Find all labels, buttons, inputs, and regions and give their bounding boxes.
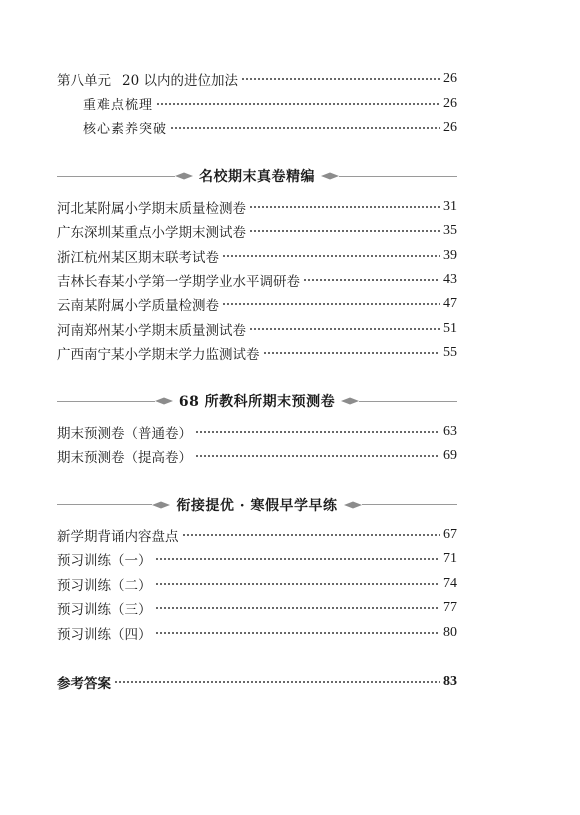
dot-leader: [195, 430, 440, 434]
diamond-ornament-left: [175, 172, 193, 180]
section-heading-text: 名校期末真卷精编: [199, 169, 315, 186]
section-heading: [57, 492, 457, 516]
toc-entry-page: 67: [443, 527, 457, 543]
toc-entry-title: 云南某附属小学质量检测卷: [57, 298, 219, 315]
toc-entry-page: 47: [443, 296, 457, 312]
toc-entry-answers: [57, 670, 457, 694]
rule-line-right: [362, 504, 457, 505]
dot-leader: [303, 278, 440, 282]
section-heading-text: 衔接提优 · 寒假早学早练: [176, 497, 338, 514]
toc-entry-page: 69: [443, 448, 457, 464]
toc-entry-page: 43: [443, 271, 457, 287]
section-heading: [57, 164, 457, 188]
diamond-ornament-right: [344, 501, 362, 509]
table-of-contents: [57, 67, 457, 694]
toc-entry-page: 39: [443, 247, 457, 263]
diamond-ornament-right: [341, 397, 359, 405]
toc-entry-title: 参考答案: [57, 676, 111, 692]
rule-line-right: [339, 176, 457, 177]
toc-entry-page: 31: [443, 198, 457, 214]
section-heading-text: 68 所教科所期末预测卷: [178, 394, 336, 411]
toc-subentry-title: 重难点梳理: [83, 98, 154, 114]
toc-entry-title: 期末预测卷（普通卷）: [57, 425, 192, 442]
toc-entry-page: 74: [443, 575, 457, 591]
rule-line-right: [359, 401, 457, 402]
toc-entry-page: 63: [443, 423, 457, 439]
dot-leader: [182, 533, 441, 537]
rule-line-left: [57, 176, 175, 177]
dot-leader: [249, 327, 440, 331]
toc-entry-page: 80: [443, 624, 457, 640]
toc-entry-title: 浙江杭州某区期末联考试卷: [57, 249, 219, 266]
dot-leader: [263, 351, 441, 355]
dot-leader: [155, 631, 441, 635]
toc-entry-page: 51: [443, 320, 457, 336]
rule-line-left: [57, 504, 152, 505]
dot-leader: [249, 205, 440, 209]
toc-entry-page: 26: [443, 71, 457, 87]
dot-leader: [156, 102, 440, 106]
dot-leader: [249, 229, 440, 233]
toc-entry-title: 广西南宁某小学期末学力监测试卷: [57, 347, 260, 364]
toc-entry: [57, 341, 457, 365]
dot-leader: [155, 606, 441, 610]
toc-entry: [57, 268, 457, 292]
toc-entry-title: 吉林长春某小学第一学期学业水平调研卷: [57, 273, 300, 290]
toc-subentry-page: 26: [443, 119, 457, 135]
toc-entry-title: 新学期背诵内容盘点: [57, 529, 179, 546]
toc-entry: [57, 420, 457, 444]
toc-entry: [57, 572, 457, 596]
toc-entry-title: [57, 69, 238, 89]
dot-leader: [241, 77, 440, 81]
toc-entry-unit: [57, 67, 457, 91]
toc-subentry-page: 26: [443, 95, 457, 111]
toc-entry-page: 77: [443, 600, 457, 616]
dot-leader: [222, 302, 440, 306]
section-heading: [57, 389, 457, 413]
toc-entry-title: 河南郑州某小学期末质量测试卷: [57, 322, 246, 339]
toc-entry: [57, 292, 457, 316]
toc-entry-page: 71: [443, 551, 457, 567]
diamond-ornament-right: [321, 172, 339, 180]
toc-entry-title: 预习训练（一）: [57, 553, 152, 570]
toc-entry: [57, 547, 457, 571]
toc-subentry: [57, 91, 457, 115]
unit-number: 第八单元: [57, 73, 111, 90]
toc-entry: [57, 620, 457, 644]
toc-entry-page: 55: [443, 345, 457, 361]
toc-entry-page: 83: [443, 674, 457, 689]
toc-entry: [57, 317, 457, 341]
dot-leader: [114, 680, 440, 684]
dot-leader: [170, 126, 440, 130]
toc-entry-title: 期末预测卷（提高卷）: [57, 450, 192, 467]
dot-leader: [222, 254, 440, 258]
toc-entry-title: 预习训练（四）: [57, 626, 152, 643]
toc-entry-page: 35: [443, 223, 457, 239]
toc-entry: [57, 195, 457, 219]
toc-entry: [57, 219, 457, 243]
toc-entry: [57, 243, 457, 267]
toc-entry: [57, 444, 457, 468]
unit-title: 20 以内的进位加法: [122, 73, 238, 90]
toc-entry: [57, 596, 457, 620]
diamond-ornament-left: [152, 501, 170, 509]
toc-entry-title: 预习训练（二）: [57, 577, 152, 594]
toc-subentry: [57, 116, 457, 140]
toc-entry: [57, 523, 457, 547]
rule-line-left: [57, 401, 155, 402]
toc-subentry-title: 核心素养突破: [83, 122, 168, 138]
toc-entry-title: 预习训练（三）: [57, 602, 152, 619]
dot-leader: [155, 582, 441, 586]
toc-entry-title: 广东深圳某重点小学期末测试卷: [57, 225, 246, 242]
toc-entry-title: 河北某附属小学期末质量检测卷: [57, 200, 246, 217]
dot-leader: [155, 557, 441, 561]
diamond-ornament-left: [155, 397, 173, 405]
dot-leader: [195, 454, 440, 458]
